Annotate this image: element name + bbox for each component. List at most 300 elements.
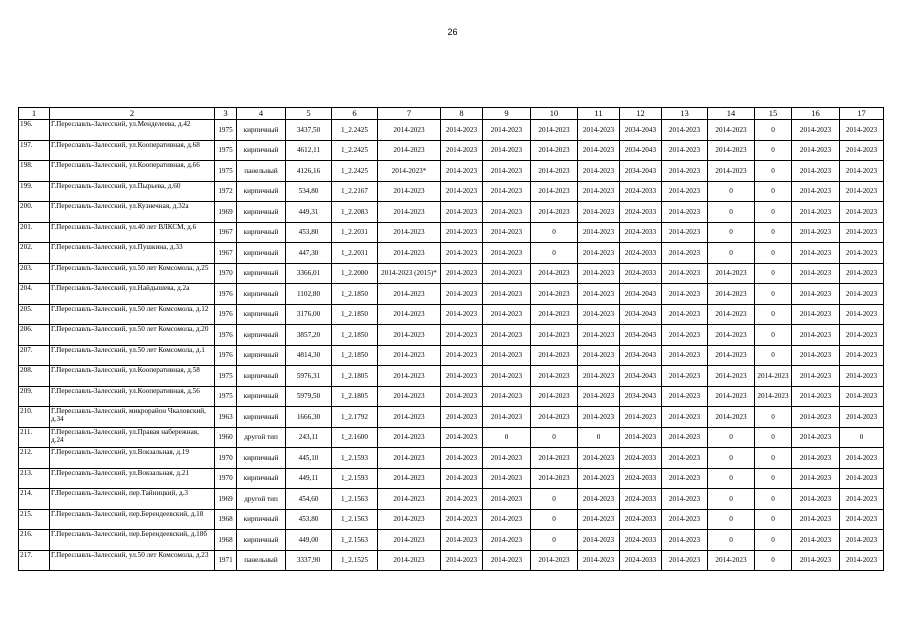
- table-cell: 2014-2023: [792, 386, 840, 407]
- table-cell: 1972: [215, 181, 237, 202]
- table-cell: 2014-2023: [531, 120, 578, 141]
- table-cell: 2014-2023: [441, 407, 483, 428]
- column-header: 16: [792, 108, 840, 120]
- table-row: [19, 304, 884, 325]
- table-cell: 1976: [215, 284, 237, 305]
- table-cell: 0: [755, 263, 792, 284]
- table-cell: 2014-2023: [378, 407, 441, 428]
- column-header: 6: [332, 108, 378, 120]
- address-cell: Г.Переславль-Залесский, ул.Пырьева, д.60: [50, 181, 215, 202]
- table-cell: 2014-2023: [483, 345, 531, 366]
- table-cell: 0: [708, 509, 755, 530]
- table-cell: 2014-2023: [708, 263, 755, 284]
- table-cell: кирпичный: [237, 468, 286, 489]
- table-cell: 2014-2023: [792, 140, 840, 161]
- row-number-cell: 213.: [19, 468, 50, 489]
- table-cell: 0: [708, 222, 755, 243]
- table-cell: 2014-2023: [840, 345, 884, 366]
- table-cell: 2014-2023: [792, 509, 840, 530]
- table-cell: 2014-2023: [578, 325, 620, 346]
- table-cell: 2014-2023: [378, 243, 441, 264]
- table-cell: 2014-2023: [620, 407, 662, 428]
- table-cell: 2014-2023: [662, 468, 708, 489]
- table-cell: 2014-2023: [792, 427, 840, 448]
- table-cell: 449,31: [286, 202, 332, 223]
- table-cell: 2014-2023: [792, 181, 840, 202]
- row-number-cell: 210.: [19, 407, 50, 428]
- table-cell: 2014-2023: [378, 366, 441, 387]
- table-cell: 2014-2023: [441, 263, 483, 284]
- table-cell: 2014-2023: [531, 284, 578, 305]
- column-header: 3: [215, 108, 237, 120]
- table-cell: 0: [708, 427, 755, 448]
- table-cell: 0: [755, 284, 792, 305]
- table-cell: 2034-2043: [620, 325, 662, 346]
- table-cell: кирпичный: [237, 448, 286, 469]
- table-cell: 2014-2023: [378, 140, 441, 161]
- table-cell: 2014-2023: [441, 140, 483, 161]
- table-cell: 2014-2023: [662, 550, 708, 571]
- table-cell: 2014-2023: [840, 120, 884, 141]
- table-cell: кирпичный: [237, 345, 286, 366]
- table-cell: 2014-2023: [578, 386, 620, 407]
- table-cell: 3366,01: [286, 263, 332, 284]
- table-cell: 0: [755, 202, 792, 223]
- table-cell: 2014-2023: [483, 161, 531, 182]
- table-cell: 2014-2023: [531, 345, 578, 366]
- column-header: 7: [378, 108, 441, 120]
- table-cell: 0: [755, 304, 792, 325]
- row-number-cell: 206.: [19, 325, 50, 346]
- table-cell: 2014-2023: [662, 325, 708, 346]
- table-cell: 1976: [215, 304, 237, 325]
- table-cell: 2014-2023: [483, 448, 531, 469]
- table-cell: 2024-2033: [620, 181, 662, 202]
- table-cell: 3337,90: [286, 550, 332, 571]
- table-cell: 2014-2023: [662, 120, 708, 141]
- table-cell: 1_2.2031: [332, 222, 378, 243]
- table-cell: 1975: [215, 140, 237, 161]
- table-cell: 2014-2023: [441, 181, 483, 202]
- table-cell: 2014-2023: [531, 161, 578, 182]
- table-cell: 2034-2043: [620, 366, 662, 387]
- table-cell: 2014-2023: [708, 407, 755, 428]
- table-cell: 2014-2023: [441, 448, 483, 469]
- table-cell: 2014-2023: [792, 284, 840, 305]
- table-cell: 0: [755, 161, 792, 182]
- table-cell: 1_2.2000: [332, 263, 378, 284]
- table-cell: 1969: [215, 202, 237, 223]
- table-cell: 0: [755, 489, 792, 510]
- table-cell: 2014-2023: [708, 161, 755, 182]
- table-cell: 2014-2023: [578, 284, 620, 305]
- table-cell: 2014-2023: [840, 550, 884, 571]
- table-cell: 0: [708, 448, 755, 469]
- table-cell: 2014-2023: [483, 366, 531, 387]
- table-cell: 2014-2023: [792, 448, 840, 469]
- table-cell: 1_2.1593: [332, 468, 378, 489]
- table-cell: 1970: [215, 468, 237, 489]
- table-row: [19, 550, 884, 571]
- table-cell: 2014-2023: [792, 243, 840, 264]
- table-cell: 2014-2023: [441, 345, 483, 366]
- table-cell: 2014-2023: [378, 386, 441, 407]
- column-header: 8: [441, 108, 483, 120]
- table-cell: 2014-2023: [662, 243, 708, 264]
- table-cell: 4814,30: [286, 345, 332, 366]
- table-cell: 2014-2023: [578, 468, 620, 489]
- address-cell: Г.Переславль-Залесский, ул.Вокзальная, д.19: [50, 448, 215, 469]
- table-cell: 1963: [215, 407, 237, 428]
- table-cell: 0: [708, 468, 755, 489]
- table-cell: 2014-2023: [792, 304, 840, 325]
- table-cell: 0: [755, 120, 792, 141]
- table-cell: 2014-2023: [840, 489, 884, 510]
- table-cell: 0: [755, 345, 792, 366]
- table-cell: 2014-2023: [441, 550, 483, 571]
- table-cell: 2034-2043: [620, 345, 662, 366]
- row-number-cell: 207.: [19, 345, 50, 366]
- table-cell: 2024-2033: [620, 550, 662, 571]
- table-row: [19, 448, 884, 469]
- table-cell: 2034-2043: [620, 386, 662, 407]
- table-cell: 2014-2023: [708, 325, 755, 346]
- table-cell: кирпичный: [237, 530, 286, 551]
- column-header: 12: [620, 108, 662, 120]
- table-cell: 2024-2033: [620, 489, 662, 510]
- table-cell: 2014-2023: [840, 140, 884, 161]
- table-cell: 2014-2023: [378, 120, 441, 141]
- address-cell: Г.Переславль-Залесский, микрорайон Чкаловский, д.34: [50, 407, 215, 428]
- row-number-cell: 212.: [19, 448, 50, 469]
- table-row: [19, 161, 884, 182]
- table-cell: 2014-2023: [840, 366, 884, 387]
- table-cell: 2014-2023: [378, 202, 441, 223]
- row-number-cell: 197.: [19, 140, 50, 161]
- table-cell: 1967: [215, 243, 237, 264]
- table-cell: 2014-2023: [578, 161, 620, 182]
- table-cell: 2014-2023: [840, 284, 884, 305]
- table-cell: кирпичный: [237, 407, 286, 428]
- table-cell: 2014-2023: [578, 407, 620, 428]
- table-cell: 0: [578, 427, 620, 448]
- table-cell: 2014-2023: [840, 161, 884, 182]
- table-cell: 1975: [215, 161, 237, 182]
- table-cell: 2014-2023: [578, 181, 620, 202]
- table-cell: 2014-2023: [662, 407, 708, 428]
- address-cell: Г.Переславль-Залесский, ул.Пушкина, д.33: [50, 243, 215, 264]
- table-row: [19, 263, 884, 284]
- table-cell: 1975: [215, 386, 237, 407]
- table-cell: 1969: [215, 489, 237, 510]
- table-cell: 2014-2023: [840, 468, 884, 489]
- table-cell: 2014-2023: [792, 407, 840, 428]
- table-cell: 0: [755, 509, 792, 530]
- table-cell: 2014-2023: [378, 345, 441, 366]
- table-row: [19, 325, 884, 346]
- table-cell: 2014-2023: [792, 325, 840, 346]
- table-cell: 2014-2023: [483, 530, 531, 551]
- address-cell: Г.Переславль-Залесский, ул.50 лет Комсомола, д.1: [50, 345, 215, 366]
- table-cell: 2014-2023: [708, 386, 755, 407]
- table-cell: 2014-2023: [840, 407, 884, 428]
- table-cell: 2014-2023: [792, 489, 840, 510]
- table-cell: 2014-2023: [378, 304, 441, 325]
- table-cell: 2014-2023: [792, 530, 840, 551]
- table-cell: 2014-2023: [483, 284, 531, 305]
- table-cell: 0: [755, 468, 792, 489]
- table-cell: 2014-2023: [578, 243, 620, 264]
- table-cell: 2024-2033: [620, 509, 662, 530]
- table-cell: 2014-2023: [662, 263, 708, 284]
- table-cell: 2014-2023*: [378, 161, 441, 182]
- table-cell: 2014-2023: [483, 489, 531, 510]
- table-cell: панельный: [237, 550, 286, 571]
- address-cell: Г.Переславль-Залесский, пер.Берендеевский, д.18: [50, 509, 215, 530]
- table-cell: 453,80: [286, 509, 332, 530]
- table-row: [19, 407, 884, 428]
- table-cell: 2014-2023: [441, 284, 483, 305]
- table-row: [19, 222, 884, 243]
- table-cell: 2014-2023: [792, 222, 840, 243]
- table-cell: 2014-2023: [378, 325, 441, 346]
- table-row: [19, 345, 884, 366]
- table-cell: 2014-2023: [708, 120, 755, 141]
- table-cell: панельный: [237, 161, 286, 182]
- table-cell: 2014-2023: [441, 325, 483, 346]
- table-cell: 2014-2023: [531, 202, 578, 223]
- table-cell: 2014-2023: [662, 304, 708, 325]
- row-number-cell: 199.: [19, 181, 50, 202]
- table-cell: 2014-2023: [441, 243, 483, 264]
- table-cell: 2014-2023: [662, 530, 708, 551]
- table-cell: 1975: [215, 120, 237, 141]
- table-cell: 449,11: [286, 468, 332, 489]
- address-cell: Г.Переславль-Залесский, ул.Менделеева, д.42: [50, 120, 215, 141]
- table-cell: 2014-2023: [578, 120, 620, 141]
- table-cell: 2024-2033: [620, 202, 662, 223]
- table-cell: 2014-2023: [483, 550, 531, 571]
- table-cell: 2014-2023: [378, 181, 441, 202]
- table-cell: 2014-2023: [578, 366, 620, 387]
- table-cell: 2014-2023: [483, 386, 531, 407]
- column-header: 9: [483, 108, 531, 120]
- table-cell: 1_2.1805: [332, 366, 378, 387]
- table-cell: 2014-2023: [483, 468, 531, 489]
- table-cell: 1967: [215, 222, 237, 243]
- table-cell: 453,80: [286, 222, 332, 243]
- table-cell: 2014-2023: [840, 304, 884, 325]
- table-cell: кирпичный: [237, 304, 286, 325]
- row-number-cell: 196.: [19, 120, 50, 141]
- table-cell: 2014-2023: [531, 468, 578, 489]
- address-cell: Г.Переславль-Залесский, ул.50 лет Комсомола, д.25: [50, 263, 215, 284]
- address-cell: Г.Переславль-Залесский, ул.Кооперативная, д.58: [50, 366, 215, 387]
- table-cell: 0: [483, 427, 531, 448]
- table-cell: 2014-2023: [578, 530, 620, 551]
- table-cell: 2024-2033: [620, 468, 662, 489]
- table-cell: 2014-2023: [792, 468, 840, 489]
- table-cell: 2014-2023: [441, 468, 483, 489]
- table-cell: 1_2.1563: [332, 530, 378, 551]
- table-cell: 2014-2023: [531, 550, 578, 571]
- row-number-cell: 200.: [19, 202, 50, 223]
- table-cell: 0: [840, 427, 884, 448]
- row-number-cell: 198.: [19, 161, 50, 182]
- table-cell: 1971: [215, 550, 237, 571]
- table-cell: другой тип: [237, 489, 286, 510]
- table-cell: 1_2.1850: [332, 325, 378, 346]
- table-cell: 2014-2023: [531, 325, 578, 346]
- table-cell: 2034-2043: [620, 284, 662, 305]
- table-row: [19, 509, 884, 530]
- table-cell: 1_2.1850: [332, 304, 378, 325]
- table-cell: кирпичный: [237, 181, 286, 202]
- table-cell: 2014-2023: [531, 140, 578, 161]
- table-cell: 2014-2023: [840, 202, 884, 223]
- address-cell: Г.Переславль-Залесский, ул.50 лет Комсомола, д.23: [50, 550, 215, 571]
- table-cell: 1_2.1792: [332, 407, 378, 428]
- table-cell: 2014-2023: [792, 366, 840, 387]
- table-cell: 4612,11: [286, 140, 332, 161]
- table-cell: 2014-2023: [441, 427, 483, 448]
- table-cell: 2014-2023: [708, 140, 755, 161]
- table-cell: 2014-2023: [483, 263, 531, 284]
- table-cell: 2014-2023: [792, 202, 840, 223]
- table-cell: 0: [708, 489, 755, 510]
- table-cell: 2014-2023: [441, 304, 483, 325]
- table-cell: 0: [531, 530, 578, 551]
- address-cell: Г.Переславль-Залесский, пер.Берендеевский, д.18б: [50, 530, 215, 551]
- table-cell: кирпичный: [237, 509, 286, 530]
- address-cell: Г.Переславль-Залесский, ул.Вокзальная, д.21: [50, 468, 215, 489]
- table-cell: 2014-2023: [578, 263, 620, 284]
- row-number-cell: 208.: [19, 366, 50, 387]
- table-cell: 1_2.1850: [332, 284, 378, 305]
- table-cell: 0: [755, 407, 792, 428]
- table-cell: 2014-2023: [840, 243, 884, 264]
- table-cell: 449,00: [286, 530, 332, 551]
- row-number-cell: 201.: [19, 222, 50, 243]
- row-number-cell: 217.: [19, 550, 50, 571]
- row-number-cell: 202.: [19, 243, 50, 264]
- table-cell: 1_2.2167: [332, 181, 378, 202]
- table-cell: 1_2.1563: [332, 489, 378, 510]
- table-cell: 2014-2023: [792, 120, 840, 141]
- table-cell: 2024-2033: [620, 222, 662, 243]
- table-cell: 2024-2033: [620, 448, 662, 469]
- table-cell: 2014-2023: [620, 427, 662, 448]
- table-row: [19, 202, 884, 223]
- row-number-cell: 205.: [19, 304, 50, 325]
- column-number-header: [19, 108, 884, 120]
- row-number-cell: 215.: [19, 509, 50, 530]
- table-row: [19, 386, 884, 407]
- table-cell: 2014-2023: [662, 161, 708, 182]
- table-cell: 2014-2023: [840, 509, 884, 530]
- table-row: [19, 284, 884, 305]
- table-cell: 1_2.1805: [332, 386, 378, 407]
- table-cell: 2014-2023: [531, 304, 578, 325]
- table-cell: 0: [708, 181, 755, 202]
- table-cell: 1_2.1525: [332, 550, 378, 571]
- table-cell: 0: [755, 427, 792, 448]
- table-cell: 2014-2023: [662, 284, 708, 305]
- address-cell: Г.Переславль-Залесский, ул.Кооперативная, д.56: [50, 386, 215, 407]
- table-cell: 2014-2023: [578, 448, 620, 469]
- table-cell: 2014-2023: [441, 366, 483, 387]
- table-cell: 2014-2023: [578, 509, 620, 530]
- table-cell: 1_2.1600: [332, 427, 378, 448]
- table-cell: 2024-2033: [620, 530, 662, 551]
- table-row: [19, 181, 884, 202]
- table-cell: 0: [531, 243, 578, 264]
- row-number-cell: 204.: [19, 284, 50, 305]
- row-number-cell: 209.: [19, 386, 50, 407]
- table-cell: 1976: [215, 325, 237, 346]
- table-cell: 2014-2023: [792, 550, 840, 571]
- table-cell: 2014-2023: [378, 284, 441, 305]
- table-cell: кирпичный: [237, 222, 286, 243]
- table-cell: 2014-2023: [483, 222, 531, 243]
- table-cell: 1102,80: [286, 284, 332, 305]
- table-cell: 0: [708, 530, 755, 551]
- table-cell: 2014-2023: [531, 448, 578, 469]
- table-cell: 2014-2023: [662, 448, 708, 469]
- row-number-cell: 214.: [19, 489, 50, 510]
- table-cell: 445,10: [286, 448, 332, 469]
- table-cell: 2014-2023: [441, 489, 483, 510]
- table-cell: 2014-2023: [792, 345, 840, 366]
- table-cell: 5976,31: [286, 366, 332, 387]
- table-body: [19, 120, 884, 571]
- row-number-cell: 211.: [19, 427, 50, 448]
- table-cell: 2014-2023: [578, 345, 620, 366]
- table-cell: 2014-2023: [792, 263, 840, 284]
- table-cell: 2014-2023: [708, 345, 755, 366]
- address-cell: Г.Переславль-Залесский, ул.Кузнечная, д.32а: [50, 202, 215, 223]
- table-cell: кирпичный: [237, 325, 286, 346]
- table-cell: 0: [708, 243, 755, 264]
- table-cell: 2014-2023: [755, 366, 792, 387]
- table-row: [19, 530, 884, 551]
- table-cell: 1960: [215, 427, 237, 448]
- table-cell: 2014-2023: [483, 202, 531, 223]
- table-cell: 0: [755, 550, 792, 571]
- column-header: 4: [237, 108, 286, 120]
- table-cell: 2014-2023: [662, 140, 708, 161]
- table-row: [19, 427, 884, 448]
- table-cell: 2014-2023: [378, 550, 441, 571]
- table-cell: 2014-2023: [840, 263, 884, 284]
- table-cell: 1_2.2083: [332, 202, 378, 223]
- table-row: [19, 366, 884, 387]
- table-cell: 2014-2023: [483, 509, 531, 530]
- table-cell: 1_2.1563: [332, 509, 378, 530]
- table-cell: 2024-2033: [620, 263, 662, 284]
- table-cell: 2014-2023: [578, 202, 620, 223]
- table-cell: 2014-2023: [483, 243, 531, 264]
- table-cell: 2014-2023: [662, 345, 708, 366]
- table-cell: 3176,00: [286, 304, 332, 325]
- table-cell: 2024-2033: [620, 243, 662, 264]
- table-cell: 1_2.2031: [332, 243, 378, 264]
- table-cell: 2014-2023: [531, 366, 578, 387]
- table-row: [19, 489, 884, 510]
- table-cell: 1976: [215, 345, 237, 366]
- table-cell: 2014-2023: [662, 509, 708, 530]
- table-cell: 1968: [215, 530, 237, 551]
